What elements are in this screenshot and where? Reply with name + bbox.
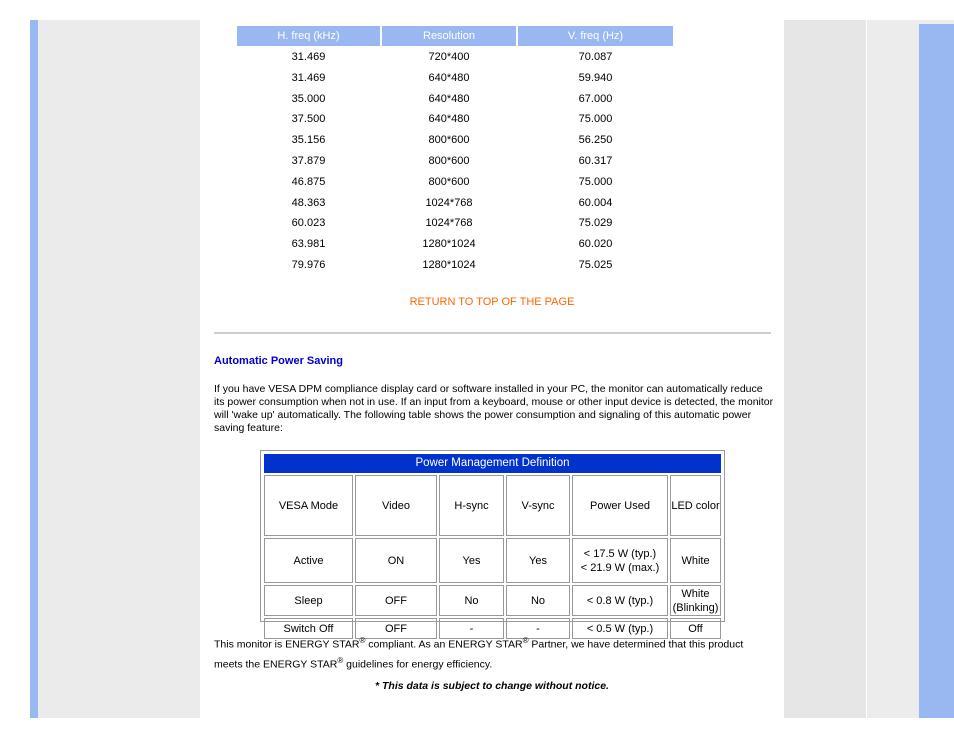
pm-header-cell: VESA Mode	[264, 475, 353, 536]
right-sidebar	[784, 20, 866, 718]
freq-cell: 75.029	[578, 217, 613, 230]
freq-cell: 60.004	[578, 196, 613, 209]
pm-cell: Switch Off	[264, 618, 353, 639]
return-to-top-link[interactable]: RETURN TO TOP OF THE PAGE	[409, 296, 575, 308]
freq-cell: 37.500	[291, 113, 326, 126]
pm-cell: Yes	[439, 538, 504, 583]
freq-cell: 79.976	[291, 259, 326, 271]
pm-cell: Sleep	[264, 585, 353, 616]
freq-cell: 640*480	[428, 92, 470, 105]
freq-cell: 800*600	[428, 155, 470, 167]
pm-cell: White	[670, 538, 721, 583]
energy-text-2: compliant. As an ENERGY STAR	[365, 638, 523, 651]
freq-cell: 60.020	[578, 238, 613, 251]
freq-cell: 46.875	[291, 175, 326, 188]
pm-cell: ON	[355, 538, 437, 583]
pm-cell: OFF	[355, 585, 437, 616]
left-accent-stripe	[30, 20, 38, 718]
pm-header-cell: H-sync	[439, 475, 504, 536]
section-paragraph: If you have VESA DPM compliance display card or software installed in your PC, the monitor can automatically reduce its power consumption when not in use. If an input from a keyboard, mouse or other input device is detected, the monitor will 'wake up' automatically. The following table shows the power consumption and signaling of this automatic power saving feature:	[214, 383, 774, 434]
freq-cell: 31.469	[291, 71, 326, 84]
freq-cell: 75.000	[578, 113, 613, 126]
registered-mark: ®	[522, 636, 529, 645]
pm-cell: Active	[264, 538, 353, 583]
freq-cell: 67.000	[578, 92, 613, 105]
pm-cell: -	[439, 618, 504, 639]
registered-mark: ®	[359, 636, 366, 645]
pm-cell: No	[506, 585, 570, 616]
energy-text-3: Partner, we have determined that this product meets the ENERGY STAR	[214, 638, 744, 670]
freq-header-2: V. freq (Hz)	[518, 26, 673, 46]
freq-cell: 1280*1024	[422, 259, 476, 271]
freq-cell: 640*480	[428, 113, 470, 126]
right-accent-stripe	[919, 20, 954, 718]
pm-cell: OFF	[355, 618, 437, 639]
change-notice: * This data is subject to change without notice.	[375, 680, 609, 692]
freq-cell: 59.940	[578, 71, 613, 84]
freq-cell: 1024*768	[425, 196, 473, 209]
freq-cell: 60.023	[291, 217, 326, 230]
right-stripe-top	[919, 20, 954, 24]
freq-cell: 35.000	[291, 92, 326, 105]
freq-header-0: H. freq (kHz)	[237, 26, 380, 46]
freq-cell: 75.000	[578, 175, 613, 188]
energy-text-1: This monitor is ENERGY STAR	[214, 638, 360, 651]
pm-cell: Yes	[506, 538, 570, 583]
freq-cell: 800*600	[428, 175, 470, 188]
freq-cell: 720*400	[428, 51, 470, 63]
freq-cell: 63.981	[291, 238, 326, 251]
pm-header-cell: Power Used	[572, 475, 668, 536]
energy-star-statement	[214, 633, 774, 672]
freq-cell: 48.363	[291, 196, 326, 209]
divider	[214, 332, 771, 334]
section-title: Automatic Power Saving	[214, 355, 343, 367]
main-content	[200, 20, 784, 718]
left-sidebar	[38, 20, 200, 718]
power-management-title: Power Management Definition	[264, 454, 721, 473]
freq-cell: 1280*1024	[422, 238, 476, 251]
freq-header-1: Resolution	[382, 26, 516, 46]
freq-cell: 56.250	[578, 134, 613, 147]
registered-mark: ®	[337, 655, 344, 665]
freq-cell: 31.469	[291, 51, 326, 63]
pm-cell: Off	[670, 618, 721, 639]
pm-cell: < 0.5 W (typ.)	[572, 618, 668, 639]
freq-cell: 75.025	[578, 259, 613, 271]
pm-cell: -	[506, 618, 570, 639]
pm-cell: White (Blinking)	[670, 585, 721, 616]
freq-cell: 1024*768	[425, 217, 473, 230]
energy-text-4: guidelines for energy efficiency.	[343, 658, 493, 670]
freq-cell: 70.087	[578, 51, 613, 63]
freq-cell: 60.317	[578, 155, 613, 167]
freq-cell: 35.156	[291, 134, 326, 147]
pm-header-cell: Video	[355, 475, 437, 536]
pm-header-cell: V-sync	[506, 475, 570, 536]
pm-cell: < 0.8 W (typ.)	[572, 585, 668, 616]
freq-cell: 640*480	[428, 71, 470, 84]
power-management-table	[260, 450, 725, 635]
freq-cell: 37.879	[291, 155, 326, 167]
pm-header-cell: LED color	[670, 475, 721, 536]
pm-cell: < 17.5 W (typ.) < 21.9 W (max.)	[572, 538, 668, 583]
right-sidebar-inner	[867, 20, 919, 718]
freq-cell: 800*600	[428, 134, 470, 147]
pm-cell: No	[439, 585, 504, 616]
